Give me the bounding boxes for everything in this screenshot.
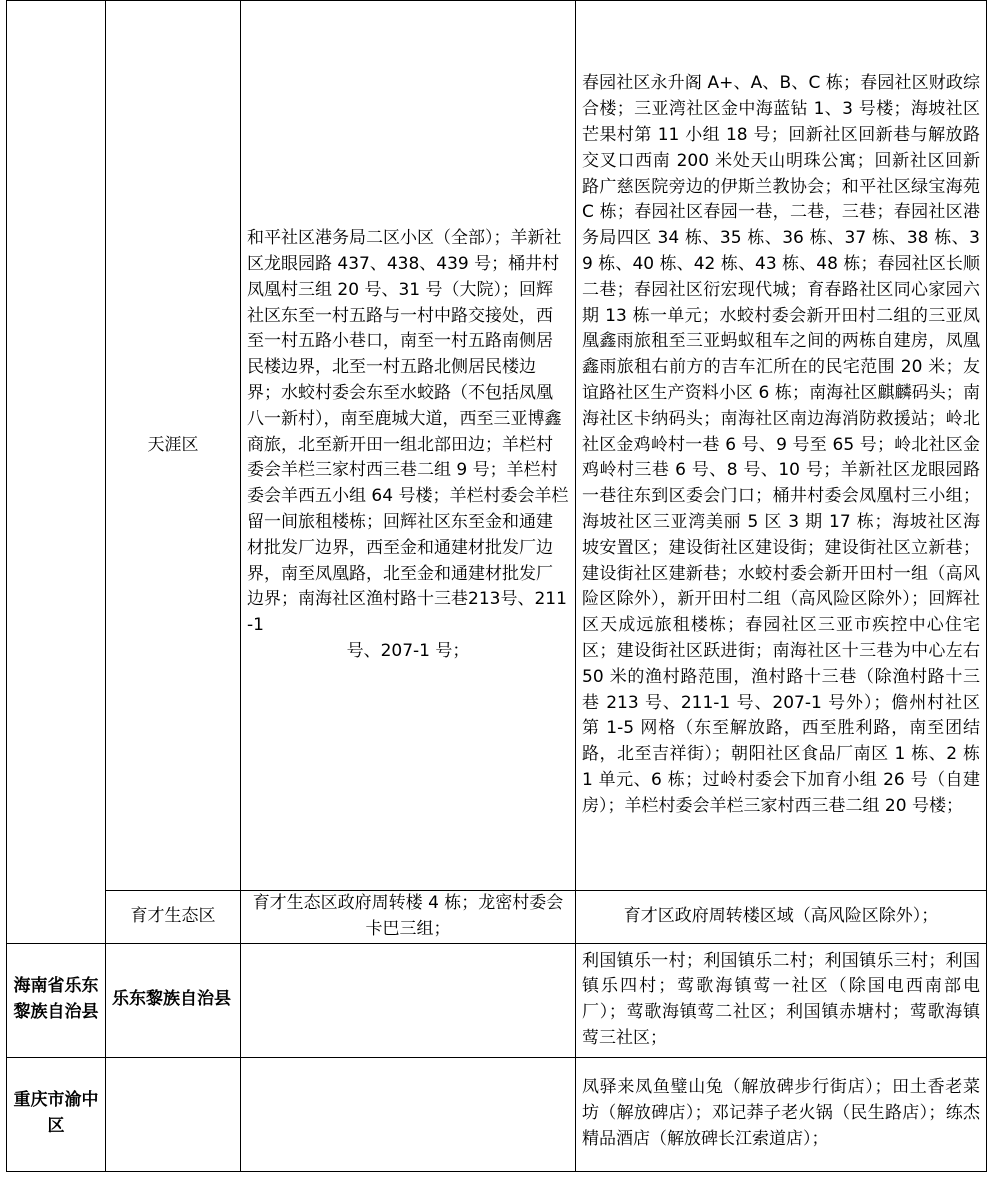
risk-area-table — [6, 0, 987, 1172]
region-cell: 海南省乐东黎族自治县 — [7, 943, 106, 1057]
low-risk-cell: 凤驿来凤鱼璧山兔（解放碑步行街店）；田土香老菜坊（解放碑店）；邓记莽子老火锅（民生路店）；练杰精品酒店（解放碑长江索道店）； — [576, 1057, 987, 1171]
table-row — [7, 1057, 987, 1171]
district-cell: 天涯区 — [106, 1, 241, 891]
low-risk-cell: 育才区政府周转楼区域（高风险区除外）； — [576, 891, 987, 944]
region-cell — [7, 1, 106, 944]
medium-risk-cell — [241, 943, 576, 1057]
district-cell — [106, 1057, 241, 1171]
district-cell: 乐东黎族自治县 — [106, 943, 241, 1057]
medium-risk-cell — [241, 1, 576, 891]
district-cell: 育才生态区 — [106, 891, 241, 944]
medium-risk-cell: 育才生态区政府周转楼 4 栋；龙密村委会卡巴三组； — [241, 891, 576, 944]
region-cell: 重庆市渝中区 — [7, 1057, 106, 1171]
medium-risk-text-tail: 号、207-1 号； — [346, 640, 470, 661]
low-risk-cell: 利国镇乐一村；利国镇乐二村；利国镇乐三村；利国镇乐四村；莺歌海镇莺一社区（除国电西南部电厂）；莺歌海镇莺二社区；利国镇赤塘村；莺歌海镇莺三社区； — [576, 943, 987, 1057]
medium-risk-cell — [241, 1057, 576, 1171]
table-row — [7, 1, 987, 891]
table-row — [7, 891, 987, 944]
table-row — [7, 943, 987, 1057]
low-risk-cell: 春园社区永升阁 A+、A、B、C 栋；春园社区财政综合楼；三亚湾社区金中海蓝钻 1、3 号楼；海坡社区芒果村第 11 小组 18 号；回新社区回新巷与解放路交叉口西南 200 米处天山明珠公寓；回新社区回新路广慈医院旁边的伊斯兰教协会；和平社区绿宝海苑 C 栋；春园社区春园一巷，二巷，三巷；春园社区港务局四区 34 栋、35 栋、36 栋、37 栋、38 栋、39 栋、40 栋、42 栋、43 栋、48 栋；春园社区长顺二巷；春园社区衍宏现代城；育春路社区同心家园六期 13 栋一单元；水蛟村委会新开田村二组的三亚凤凰鑫雨旅租至三亚蚂蚁租车之间的两栋自建房，凤凰鑫雨旅租右前方的吉车汇所在的民宅范围 20 米；友谊路社区生产资料小区 6 栋；南海社区麒麟码头；南海社区卡纳码头；南海社区南边海消防救援站；岭北社区金鸡岭村一巷 6 号、9 号至 65 号；岭北社区金鸡岭村三巷 6 号、8 号、10 号；羊新社区龙眼园路一巷往东到区委会门口；桶井村委会凤凰村三小组；海坡社区三亚湾美丽 5 区 3 期 17 栋；海坡社区海坡安置区；建设街社区建设街；建设街社区立新巷；建设街社区建新巷；水蛟村委会新开田村一组（高风险区除外），新开田村二组（高风险区除外）；回辉社区天成远旅租楼栋；春园社区三亚市疾控中心住宅区；建设街社区跃进街；南海社区十三巷为中心左右 50 米的渔村路范围，渔村路十三巷（除渔村路十三巷 213 号、211-1 号、207-1 号外）；儋州村社区第 1-5 网格（东至解放路，西至胜利路，南至团结路，北至吉祥街）；朝阳社区食品厂南区 1 栋、2 栋 1 单元、6 栋；过岭村委会下加育小组 26 号（自建房）；羊栏村委会羊栏三家村西三巷二组 20 号楼； — [576, 1, 987, 891]
medium-risk-text: 和平社区港务局二区小区（全部）；羊新社区龙眼园路 437、438、439 号；桶井村凤凰村三组 20 号、31 号（大院）；回辉社区东至一村五路与一村中路交接处，西至一村五路小巷口，南至一村五路南侧居民楼边界，北至一村五路北侧居民楼边界；水蛟村委会东至水蛟路（不包括凤凰八一新村），南至鹿城大道，西至三亚博鑫商旅，北至新开田一组北部田边；羊栏村委会羊栏三家村西三巷二组 9 号；羊栏村委会羊西五小组 64 号楼；羊栏村委会羊栏留一间旅租楼栋；回辉社区东至金和通建材批发厂边界，西至金和通建材批发厂边界，南至凤凰路，北至金和通建材批发厂边界；南海社区渔村路十三巷213号、211-1 — [247, 228, 569, 636]
